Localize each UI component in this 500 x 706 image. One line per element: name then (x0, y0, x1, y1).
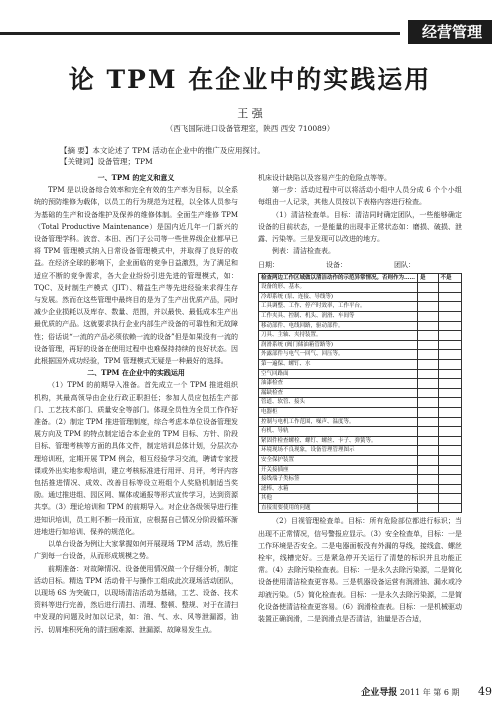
abstract-block (60, 145, 450, 167)
checklist-yes-cell (418, 350, 438, 360)
checklist-yes-cell (418, 407, 438, 417)
checklist-item: 电器柜 (259, 407, 418, 417)
checklist-yes-cell (418, 436, 438, 446)
checklist-item: 滤棒、水箱 (259, 484, 418, 494)
checklist-row (259, 379, 462, 389)
checklist-yes-cell (418, 312, 438, 322)
checklist-row (259, 465, 462, 475)
checklist-form-header (258, 259, 462, 271)
checklist-no-cell (438, 350, 462, 360)
device-label: 设备： (326, 261, 347, 270)
paragraph: （1）TPM 的前期导入准备。首先成立一个 TPM 推进组织机构，其最高领导由企业行政正职担任；参加人员应包括生产部门、工艺技术部门、质量安全等部门。体现全员性为全员工作作好准备。（2）制定 TPM 推进管理制度，综合考虑本单位设备管理发展方向及 TPM 的特点制定适合本企业的 TPM 目标、方针、阶段目标、管理考核等方面的具体文件，制定培训总体计划，分层次办理培训班，定期开展 TPM 例会，相互经验学习交流，聘请专家授课或外出实地参观培训，建立考核标准进行用评、月评，考评内容包括推进情况、成效、改善目标等设立班组个人奖励机制适当奖励。通过推进组、园区网、媒体或通报等形式宣传学习，达到资源共享。（3）理论培训和 TPM 的前期导入。对企业各级领导进行推进知识培训，员工则不断一段而宣，应根据自己情况分阶段循环渐进地进行如培训、保养的规范化。 (34, 381, 238, 536)
journal-name: 企业导报 (361, 688, 398, 698)
checklist-no-cell (438, 340, 462, 350)
paragraph: TPM 是以设备综合效率和完全有效的生产率为目标，以全系统的预防维修为载体，以员工的行为规范为过程，以全体人员参与为基础的生产和设备维护及保养的维修体制。全面生产维修 TPM（Total Productive Maintenance）是国内近几年一门新兴的设备管理学科。波音、本田、西门子公司等一些世界级企业都早已将 TPM 管理模式纳入日常设备管理模式中，并取得了良好的收益。在经济全球的影响下，企业面临的竞争日益激烈，为了满足和适应不断的竞争需求，各大企业纷纷引进先进的管理模式，如：TQC、及时制生产模式（JIT）、精益生产等先进经验来求得生存与发展。然而在这些管理中最终目的是为了生产出优质产品，同时减少企业损耗以及库存、数量、范围，并以最快、最低成本生产出最优质的产品。这就要求执行企业内部生产设备的可靠性和无故障性；俗话说“一流的产品必须依赖一流的设备”但是如果没有一流的设备管理，再好的设备在使用过程中也难保持持续的良好状态。因此根据国外成功经验，TPM 管理模式无疑是一种最好的选择。 (34, 186, 238, 366)
checklist-row (259, 475, 462, 485)
checklist-item: 漏缺检查 (259, 388, 418, 398)
checklist-header-row (259, 273, 462, 283)
left-column (34, 172, 238, 636)
checklist-yes-cell (418, 388, 438, 398)
checklist-item: 刀具、主轴、夹持装置。 (259, 331, 418, 341)
checklist-no-cell (438, 321, 462, 331)
checklist-no-cell (438, 388, 462, 398)
checklist-no-cell (438, 398, 462, 408)
checklist-yes-cell (418, 321, 438, 331)
checklist-row (259, 436, 462, 446)
checklist-no-cell (438, 446, 462, 456)
checklist-yes-cell (418, 379, 438, 389)
checklist-no-cell (438, 494, 462, 504)
checklist-item: 安全保护装置 (259, 455, 418, 465)
section-heading: 一、TPM 的定义和意义 (97, 173, 175, 182)
checklist-yes-cell (418, 427, 438, 437)
paragraph: 机床设计缺陷以及容易产生的危险点等等。 (258, 174, 391, 182)
checklist-row (259, 388, 462, 398)
checklist-row (259, 321, 462, 331)
checklist-item: 管道、软管、接头 (259, 398, 418, 408)
right-column (258, 172, 462, 625)
paragraph: 以单台设备为例让大家掌握如何开展现场 TPM 活动，然后推广到每一台设备，从而形成规模之势。 (34, 540, 238, 561)
checklist-yes-cell (418, 475, 438, 485)
checklist-no-cell (438, 436, 462, 446)
checklist-item: 紧固件检查螺栓、螺钉、螺丝、卡子、弹簧等。 (259, 436, 418, 446)
checklist-no-cell (438, 379, 462, 389)
checklist-no-cell (438, 417, 462, 427)
checklist-yes-cell (418, 302, 438, 312)
checklist-item: 接线端子类标签 (259, 475, 418, 485)
checklist-row (259, 359, 462, 369)
checklist-yes-cell (418, 292, 438, 302)
checklist-row (259, 331, 462, 341)
checklist-row (259, 407, 462, 417)
keywords: 【关键词】设备管理；TPM (60, 157, 153, 166)
checklist-item: 环境现场不良现象，设备管理管理图示 (259, 446, 418, 456)
section-heading: 二、TPM 在企业中的实践运用 (87, 368, 185, 378)
right-intro (258, 172, 462, 257)
cleaning-checklist-table (258, 273, 462, 514)
checklist-yes-cell (418, 283, 438, 293)
checklist-row (259, 350, 462, 360)
checklist-yes-cell (418, 398, 438, 408)
team-label: 团队： (394, 261, 415, 270)
checklist-row (259, 446, 462, 456)
checklist-yes-cell (418, 484, 438, 494)
checklist-no-cell (438, 359, 462, 369)
right-body (258, 515, 462, 625)
checklist-no-cell (438, 465, 462, 475)
checklist-no-cell (438, 302, 462, 312)
affiliation: （西飞国际进口设备管理室，陕西 西安 710089） (165, 124, 335, 133)
checklist-item: 移动部件、电线回路，驱动部件。 (259, 321, 418, 331)
checklist-item: 第一遍保、螺钉、水 (259, 359, 418, 369)
checklist-header-item: 检查两边工作区域做以清洁动作的示范异常情况。否则作为…… (259, 273, 418, 283)
header-rule (0, 32, 400, 35)
paragraph: 例表：清洁检查表。 (272, 247, 335, 256)
checklist-item: 直接需要使用的问题 (259, 503, 418, 513)
checklist-no-cell (438, 503, 462, 513)
checklist-row (259, 292, 462, 302)
checklist-row (259, 484, 462, 494)
checklist-row (259, 283, 462, 293)
checklist-yes-cell (418, 331, 438, 341)
section-tag: 经营管理 (408, 20, 492, 44)
checklist-row (259, 455, 462, 465)
checklist-item: 工具调整、工作、停产时效率，工作平台。 (259, 302, 418, 312)
checklist-item: 冷却系统 (泵、连接、导线等) (259, 292, 418, 302)
checklist-no-cell (438, 407, 462, 417)
paragraph: 第一步：活动过程中可以将活动小组中人员分成 6 个个小组每组由一人记录，其他人员按以下表格内容进行检查。 (258, 186, 462, 207)
date-label: 日期： (258, 261, 279, 270)
article-title: 论 TPM 在企业中的实践运用 (68, 65, 432, 94)
checklist-no-cell (438, 283, 462, 293)
checklist-no-cell (438, 427, 462, 437)
checklist-yes-cell (418, 359, 438, 369)
checklist-row (259, 417, 462, 427)
checklist-item: 油漆检查 (259, 379, 418, 389)
checklist-yes-cell (418, 455, 438, 465)
checklist-item: 控制与电机工作范围，噪声、温度等。 (259, 417, 418, 427)
checklist-no-cell (438, 475, 462, 485)
checklist-no-cell (438, 484, 462, 494)
author: 王 强 (237, 107, 263, 120)
page-number: 49 (478, 685, 492, 698)
checklist-item: 有机、导轨 (259, 427, 418, 437)
checklist-yes-cell (418, 369, 438, 379)
header-bar (0, 10, 500, 41)
checklist-item: 工作夹具、控制、机头、润滑、车间等 (259, 312, 418, 322)
checklist-row (259, 398, 462, 408)
checklist-item: 润滑系统 (阀门储油箱管路等) (259, 340, 418, 350)
paragraph: （1）清洁检查单。目标：清洁同时确定团队，一些能够确定设备的目前状态，一是能量的出现非正常状态如：磨损、破损、泄露、污染等。三是发现可以改进的地方。 (258, 210, 462, 244)
checklist-yes-cell (418, 494, 438, 504)
checklist-yes-cell (418, 503, 438, 513)
checklist-row (259, 494, 462, 504)
checklist-no-cell (438, 331, 462, 341)
checklist-no-cell (438, 292, 462, 302)
checklist-yes-cell (418, 465, 438, 475)
checklist-no-cell (438, 369, 462, 379)
checklist-item: 开关接插座 (259, 465, 418, 475)
checklist-row (259, 340, 462, 350)
paragraph: 前期准备：对故障情况、设备使用情况做一个仔细分析，制定活动目标。精选 TPM 活动骨干与操作工组成此次现场活动团队，以现场 6S 为突破口，以现场清洁活动为基础，工艺、设备、技术资料等进行完善，然后进行清扫、清理、整顿、整规、对于在清扫中发现的问题及时加以记录，如：油、气、水、风等泄漏源，油污、切屑堆积死角的清扫困难源、泄漏源、故障易发生点。 (34, 564, 238, 634)
checklist-row (259, 302, 462, 312)
checklist-item: 设备的形、基本。 (259, 283, 418, 293)
checklist-no-cell (438, 455, 462, 465)
checklist-header-yes: 是 (418, 273, 438, 283)
checklist-item: 其他 (259, 494, 418, 504)
checklist-row (259, 503, 462, 513)
checklist-yes-cell (418, 446, 438, 456)
checklist-row (259, 427, 462, 437)
checklist-yes-cell (418, 340, 438, 350)
checklist-item: 外露部件与电气一回气、回压等。 (259, 350, 418, 360)
checklist-no-cell (438, 312, 462, 322)
checklist-row (259, 312, 462, 322)
checklist-header-no: 不是 (438, 273, 462, 283)
abstract: 【摘 要】本文论述了 TPM 活动在企业中的推广及应用探讨。 (60, 146, 265, 155)
checklist-item: 空气回路面 (259, 369, 418, 379)
checklist-row (259, 369, 462, 379)
checklist-yes-cell (418, 417, 438, 427)
issue-info: 2011 年 第 6 期 (399, 688, 460, 697)
page-footer (0, 685, 492, 698)
paragraph: （2）目视管理检查单。目标：所有危险部位都进行标识；当出现不正常情况，信号警报应显示。（3）安全检查单，目标：一是工作环境是否安全。二是电器面板没有外漏的导线，接线盒、螺丝栓牢，线槽完好。三是紧急停开关运行了清楚的标识并且功能正常。（4）去除污染检查表。目标：一是永久去除污染源，二是简化设备使用清洁检查更容易。三是机器设备运营有润滑油、漏水或冷却液污染。（5）简化检查表。目标：一是永久去除污染源，二是简化设备使清洁检查更容易。（6）润滑检查表。目标：一是机械驱动装置正确润滑，二是润滑点是否清洁，油量是否合适， (258, 517, 462, 624)
